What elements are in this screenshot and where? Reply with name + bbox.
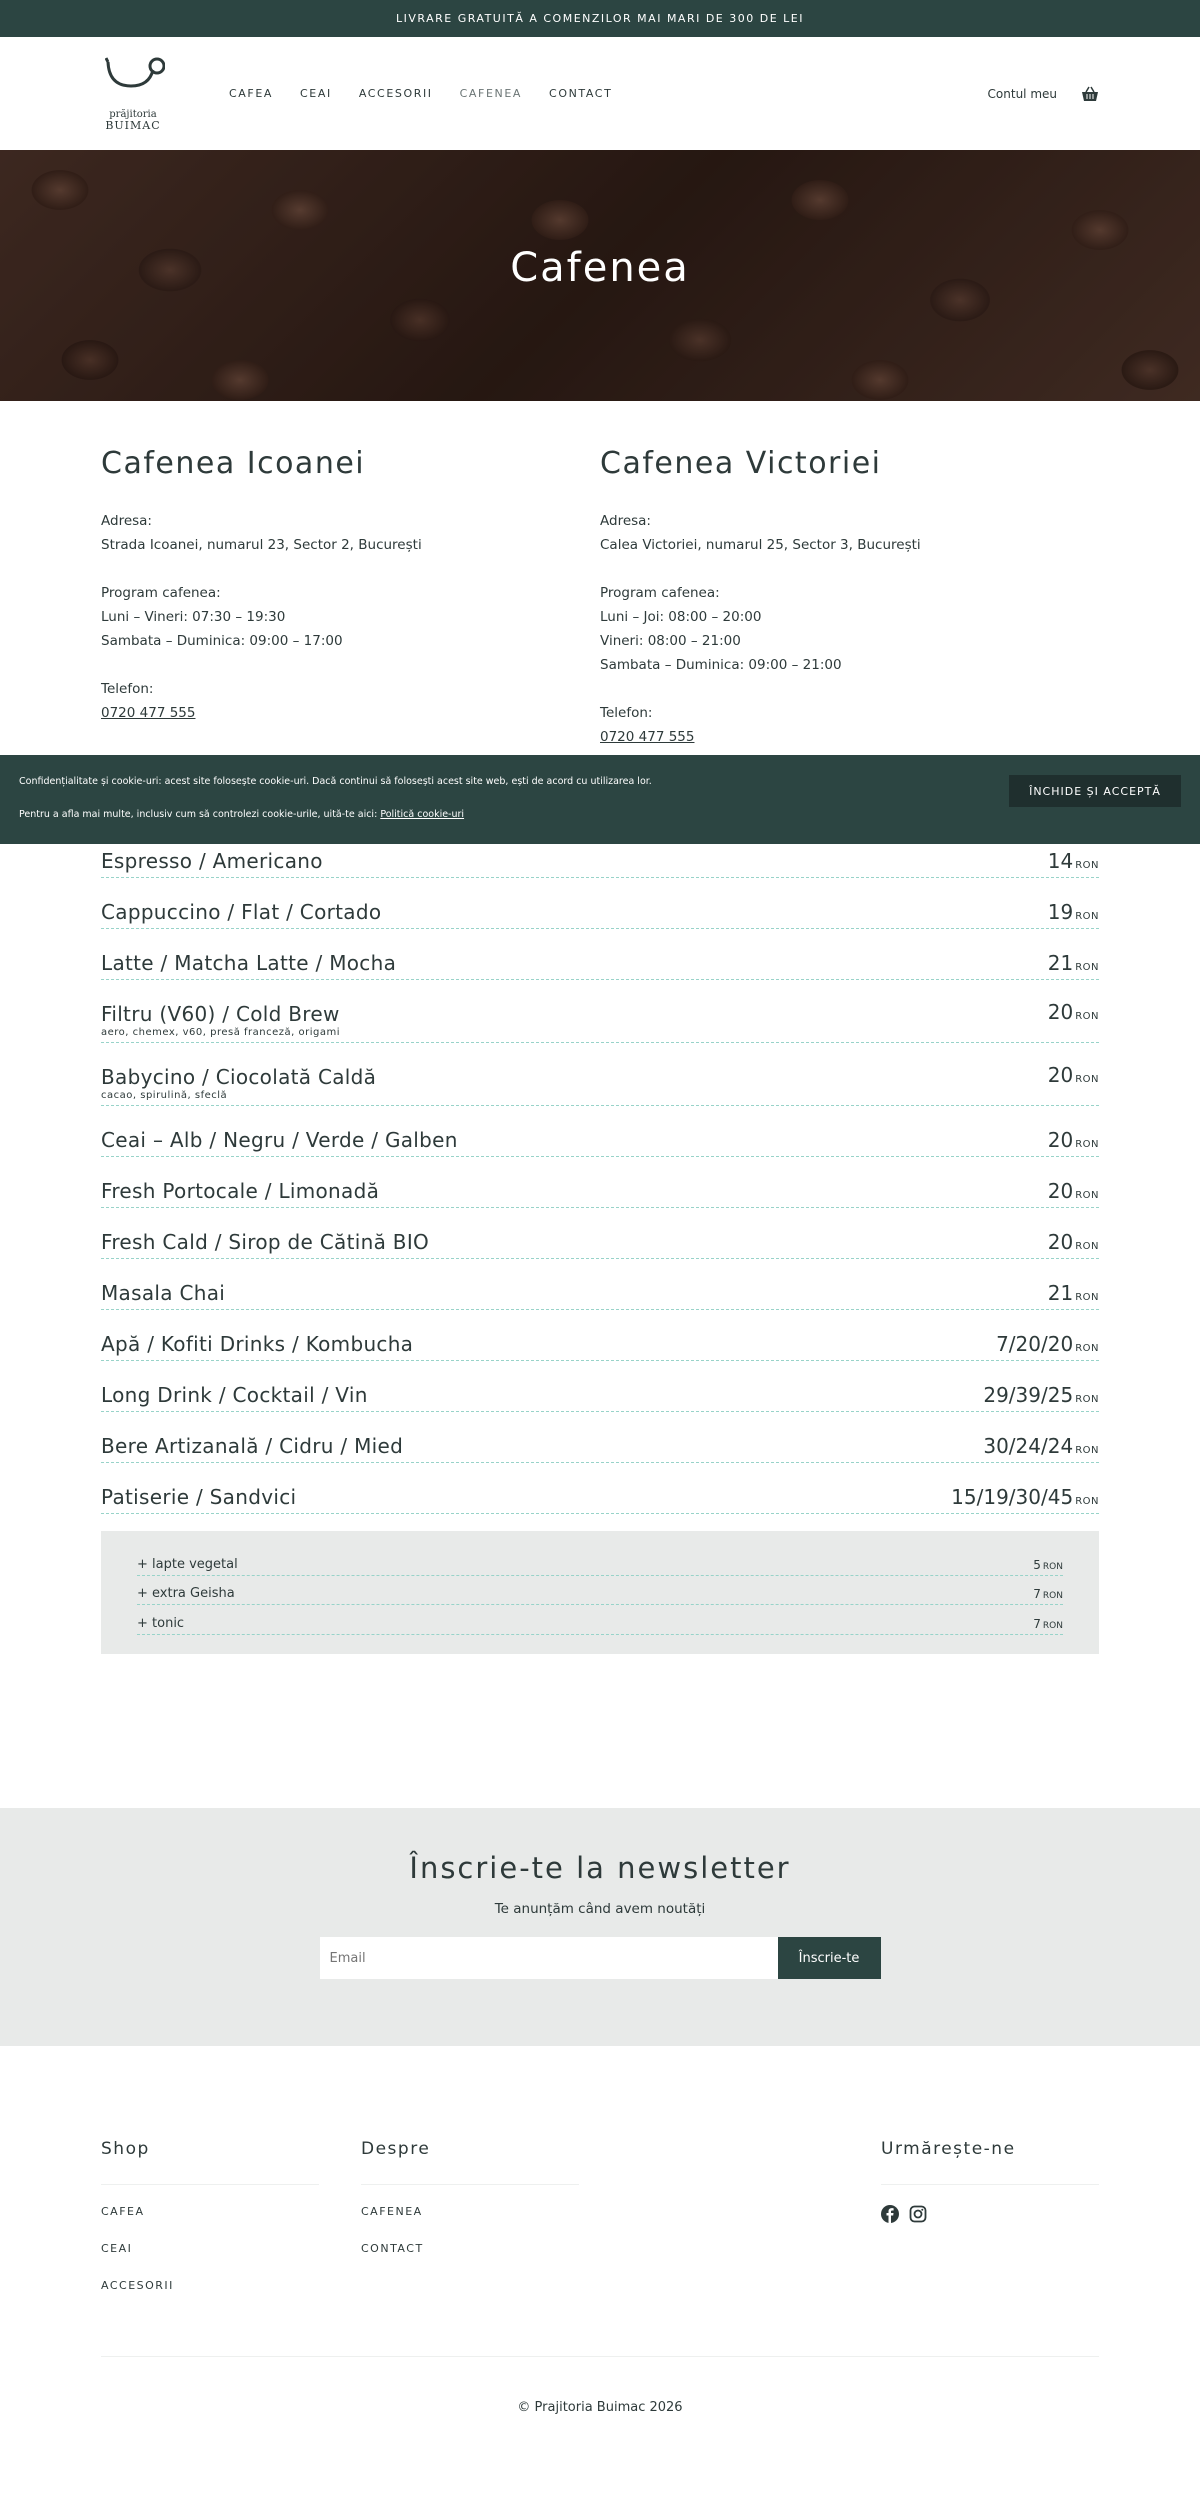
menu-item-price: 20 RON: [1047, 1230, 1099, 1254]
menu-item-price: 20 RON: [1047, 1063, 1099, 1087]
site-footer: [0, 2046, 1200, 2514]
location-title: Cafenea Victoriei: [600, 446, 882, 481]
menu-item-name: Filtru (V60) / Cold Brew aero, chemex, v60, presă franceză, origami: [101, 1002, 341, 1038]
nav-contact[interactable]: CONTACT: [549, 87, 613, 100]
subscribe-button[interactable]: Înscrie-te: [778, 1937, 881, 1979]
footer-shop: [101, 2139, 319, 2316]
facebook-icon[interactable]: [881, 2205, 899, 2223]
menu-item-price: 19 RON: [1047, 900, 1099, 924]
menu-row: [101, 1412, 1099, 1463]
hours-line: Luni – Joi: 08:00 – 20:00: [600, 609, 762, 625]
newsletter-form: [0, 1937, 1200, 1979]
menu-item-name: Apă / Kofiti Drinks / Kombucha: [101, 1332, 414, 1356]
menu-row: [101, 1463, 1099, 1514]
cookie-text: Confidențialitate și cookie-uri: acest site folosește cookie-uri. Dacă continui să folosești acest site web, ești de acord cu utilizarea lor.: [19, 776, 652, 787]
menu-row: [101, 878, 1099, 929]
menu-item-price: 21 RON: [1047, 1281, 1099, 1305]
footer-link-cafea[interactable]: CAFEA: [101, 2205, 145, 2218]
nav-ceai[interactable]: CEAI: [300, 87, 332, 100]
logo-line-2: BUIMAC: [105, 118, 161, 132]
menu-item-description: aero, chemex, v60, presă franceză, origami: [101, 1027, 341, 1038]
menu-item-name: Babycino / Ciocolată Caldă cacao, spirulină, sfeclă: [101, 1065, 377, 1101]
footer-follow: [881, 2139, 1099, 2223]
location-icoanei: [101, 446, 600, 749]
menu-item-name: Patiserie / Sandvici: [101, 1485, 297, 1509]
newsletter-subtitle: Te anunțăm când avem noutăți: [494, 1901, 706, 1917]
menu-item-name: Fresh Portocale / Limonadă: [101, 1179, 380, 1203]
menu-item-name: Latte / Matcha Latte / Mocha: [101, 951, 397, 975]
cup-logo-icon: [105, 56, 165, 96]
footer-shop-title: Shop: [101, 2139, 319, 2185]
logo-line-1: prăjitoria: [109, 108, 157, 120]
footer-link-accesorii[interactable]: ACCESORII: [101, 2279, 174, 2292]
extra-row: [137, 1546, 1063, 1576]
menu-row: [101, 1208, 1099, 1259]
extra-price: 5 RON: [1033, 1557, 1063, 1572]
menu-list: [101, 840, 1099, 1514]
announcement-bar: [0, 0, 1200, 37]
cookie-more-text: Pentru a afla mai multe, inclusiv cum să controlezi cookie-urile, uită-te aici: Politică cookie-uri: [19, 809, 465, 820]
menu-row: [101, 929, 1099, 980]
locations: [0, 401, 1200, 749]
cookie-policy-link[interactable]: Politică cookie-uri: [380, 809, 465, 820]
hero-banner: [0, 150, 1200, 401]
logo[interactable]: [101, 56, 165, 132]
address: Strada Icoanei, numarul 23, Sector 2, București: [101, 537, 422, 553]
menu-item-price: 7/20/20 RON: [996, 1332, 1099, 1356]
footer-about-title: Despre: [361, 2139, 579, 2185]
extras-box: [101, 1531, 1099, 1654]
menu-row: [101, 1259, 1099, 1310]
address-label: Adresa:: [600, 513, 651, 529]
menu-item-name: Cappuccino / Flat / Cortado: [101, 900, 382, 924]
extra-row: [137, 1576, 1063, 1606]
menu-item-price: 29/39/25 RON: [983, 1383, 1099, 1407]
email-input[interactable]: [320, 1937, 778, 1979]
footer-divider: [101, 2356, 1099, 2357]
menu-item-price: 15/19/30/45 RON: [951, 1485, 1099, 1509]
nav-cafenea[interactable]: CAFENEA: [459, 87, 523, 100]
footer-link-contact[interactable]: CONTACT: [361, 2242, 424, 2255]
footer-about: [361, 2139, 579, 2279]
menu-item-price: 20 RON: [1047, 1000, 1099, 1024]
menu-row: [101, 980, 1099, 1043]
menu-row: [101, 1361, 1099, 1412]
menu-item-name: Long Drink / Cocktail / Vin: [101, 1383, 368, 1407]
hours-line: Vineri: 08:00 – 21:00: [600, 633, 741, 649]
social-links: [881, 2205, 1099, 2223]
extra-price: 7 RON: [1033, 1616, 1063, 1631]
menu-item-description: cacao, spirulină, sfeclă: [101, 1090, 228, 1101]
menu-item-name: Fresh Cald / Sirop de Cătină BIO: [101, 1230, 430, 1254]
address-label: Adresa:: [101, 513, 152, 529]
menu-item-price: 20 RON: [1047, 1128, 1099, 1152]
page-title: Cafenea: [510, 245, 690, 291]
menu-item-price: 14 RON: [1047, 849, 1099, 873]
menu-item-price: 30/24/24 RON: [983, 1434, 1099, 1458]
header-actions: [988, 86, 1099, 102]
hours-line: Luni – Vineri: 07:30 – 19:30: [101, 609, 286, 625]
extra-row: [137, 1605, 1063, 1635]
newsletter-title: Înscrie-te la newsletter: [409, 1851, 791, 1885]
newsletter-section: [0, 1808, 1200, 2046]
extra-price: 7 RON: [1033, 1587, 1063, 1601]
announcement-text: LIVRARE GRATUITĂ A COMENZILOR MAI MARI DE 300 DE LEI: [395, 12, 804, 25]
menu-item-price: 21 RON: [1047, 951, 1099, 975]
menu-row: [101, 1106, 1099, 1157]
main-nav: [229, 87, 612, 100]
account-link[interactable]: Contul meu: [987, 86, 1057, 101]
accept-cookies-button[interactable]: ÎNCHIDE ȘI ACCEPTĂ: [1009, 775, 1181, 807]
site-header: [0, 37, 1200, 150]
extra-name: + lapte vegetal: [137, 1556, 238, 1572]
location-victoriei: [600, 446, 1099, 749]
hours-line: Sambata – Duminica: 09:00 – 17:00: [101, 633, 343, 649]
nav-cafea[interactable]: CAFEA: [229, 87, 274, 100]
footer-link-cafenea[interactable]: CAFENEA: [361, 2205, 423, 2218]
program-label: Program cafenea:: [101, 585, 221, 601]
menu-item-name: Bere Artizanală / Cidru / Mied: [101, 1434, 404, 1458]
footer-follow-title: Urmărește-ne: [881, 2139, 1099, 2185]
menu-item-name: Espresso / Americano: [101, 849, 323, 873]
menu-row: [101, 1043, 1099, 1106]
phone-link[interactable]: 0720 477 555: [101, 705, 196, 721]
extra-name: + extra Geisha: [137, 1586, 235, 1601]
menu-item-name: Masala Chai: [101, 1281, 226, 1305]
phone-label: Telefon:: [600, 705, 653, 721]
extra-name: + tonic: [137, 1615, 185, 1631]
menu-row: [101, 1157, 1099, 1208]
basket-icon[interactable]: [1081, 86, 1099, 102]
program-label: Program cafenea:: [600, 585, 720, 601]
location-title: Cafenea Icoanei: [101, 446, 366, 481]
phone-label: Telefon:: [101, 681, 154, 697]
instagram-icon[interactable]: [909, 2205, 927, 2223]
menu-item-price: 20 RON: [1047, 1179, 1099, 1203]
address: Calea Victoriei, numarul 25, Sector 3, București: [600, 537, 921, 553]
hours-line: Sambata – Duminica: 09:00 – 21:00: [600, 657, 842, 673]
menu-row: [101, 840, 1099, 878]
footer-link-ceai[interactable]: CEAI: [101, 2242, 133, 2255]
menu-row: [101, 1310, 1099, 1361]
menu-item-name: Ceai – Alb / Negru / Verde / Galben: [101, 1128, 458, 1152]
phone-link[interactable]: 0720 477 555: [600, 729, 695, 745]
nav-accesorii[interactable]: ACCESORII: [358, 87, 433, 100]
copyright: © Prajitoria Buimac 2026: [517, 2400, 683, 2415]
cookie-banner: [0, 755, 1200, 844]
